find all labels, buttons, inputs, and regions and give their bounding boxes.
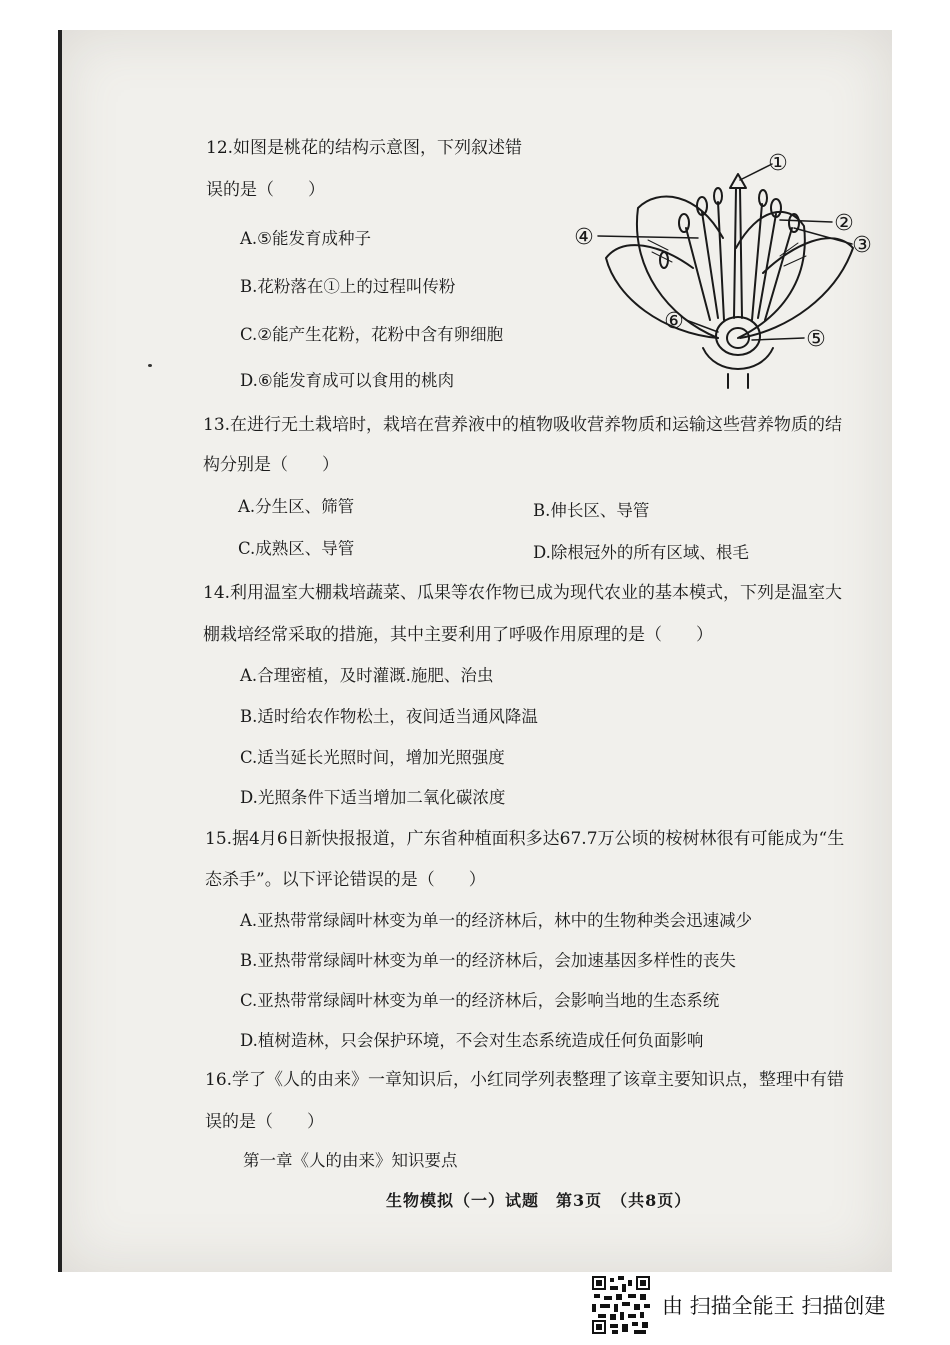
q15-option-d: D.植树造林，只会保护环境，不会对生态系统造成任何负面影响: [240, 1031, 704, 1050]
q12-stem-line2: 误的是（ ）: [206, 180, 325, 200]
q13-option-a: A.分生区、筛管: [238, 497, 355, 516]
q13-option-c: C.成熟区、导管: [238, 539, 355, 558]
diagram-label-6: ⑥: [664, 309, 684, 334]
q14-option-c: C.适当延长光照时间，增加光照强度: [240, 748, 505, 767]
q16-table-title: 第一章《人的由来》知识要点: [243, 1151, 458, 1170]
q12-option-b: B.花粉落在①上的过程叫传粉: [240, 277, 456, 296]
q14-option-d: D.光照条件下适当增加二氧化碳浓度: [240, 788, 506, 807]
peach-flower-diagram: [568, 148, 878, 390]
q12-option-d: D.⑥能发育成可以食用的桃肉: [240, 371, 455, 390]
diagram-label-5: ⑤: [806, 327, 826, 352]
q13-option-b: B.伸长区、导管: [533, 501, 650, 520]
q15-option-b: B.亚热带常绿阔叶林变为单一的经济林后，会加速基因多样性的丧失: [240, 951, 736, 970]
q15-option-a: A.亚热带常绿阔叶林变为单一的经济林后，林中的生物种类会迅速减少: [240, 911, 753, 930]
q15-stem-line1: 15.据4月6日新快报报道，广东省种植面积多达67.7万公顷的桉树林很有可能成为“生: [205, 829, 845, 849]
q15-stem-line2: 态杀手”。以下评论错误的是（ ）: [205, 870, 486, 890]
q13-stem-line1: 13.在进行无土栽培时，栽培在营养液中的植物吸收营养物质和运输这些营养物质的结: [203, 415, 843, 435]
diagram-label-2: ②: [834, 211, 854, 236]
q12-stem-line1: 12.如图是桃花的结构示意图，下列叙述错: [206, 138, 523, 158]
q12-option-a: A.⑤能发育成种子: [240, 229, 371, 248]
q15-option-c: C.亚热带常绿阔叶林变为单一的经济林后，会影响当地的生态系统: [240, 991, 720, 1010]
scan-speck: [148, 364, 152, 367]
diagram-label-4: ④: [574, 225, 594, 250]
q12-option-c: C.②能产生花粉，花粉中含有卵细胞: [240, 325, 504, 344]
q14-stem-line2: 棚栽培经常采取的措施，其中主要利用了呼吸作用原理的是（ ）: [203, 625, 713, 645]
q14-stem-line1: 14.利用温室大棚栽培蔬菜、瓜果等农作物已成为现代农业的基本模式，下列是温室大: [203, 583, 843, 603]
q16-stem-line2: 误的是（ ）: [205, 1112, 324, 1132]
diagram-label-1: ①: [768, 151, 788, 176]
q14-option-b: B.适时给农作物松土，夜间适当通风降温: [240, 707, 538, 726]
page-footer: 生物模拟（一）试题 第3页 （共8页）: [386, 1191, 692, 1210]
q13-stem-line2: 构分别是（ ）: [203, 455, 339, 475]
qr-code-icon: [592, 1276, 650, 1334]
q16-stem-line1: 16.学了《人的由来》一章知识后，小红同学列表整理了该章主要知识点，整理中有错: [205, 1070, 845, 1090]
page-edge: [58, 30, 62, 1272]
scanner-badge-text: 由 扫描全能王 扫描创建: [662, 1294, 886, 1318]
diagram-label-3: ③: [852, 233, 872, 258]
scanner-badge: [592, 1276, 885, 1334]
q13-option-d: D.除根冠外的所有区域、根毛: [533, 543, 749, 562]
q14-option-a: A.合理密植，及时灌溉.施肥、治虫: [240, 666, 494, 685]
